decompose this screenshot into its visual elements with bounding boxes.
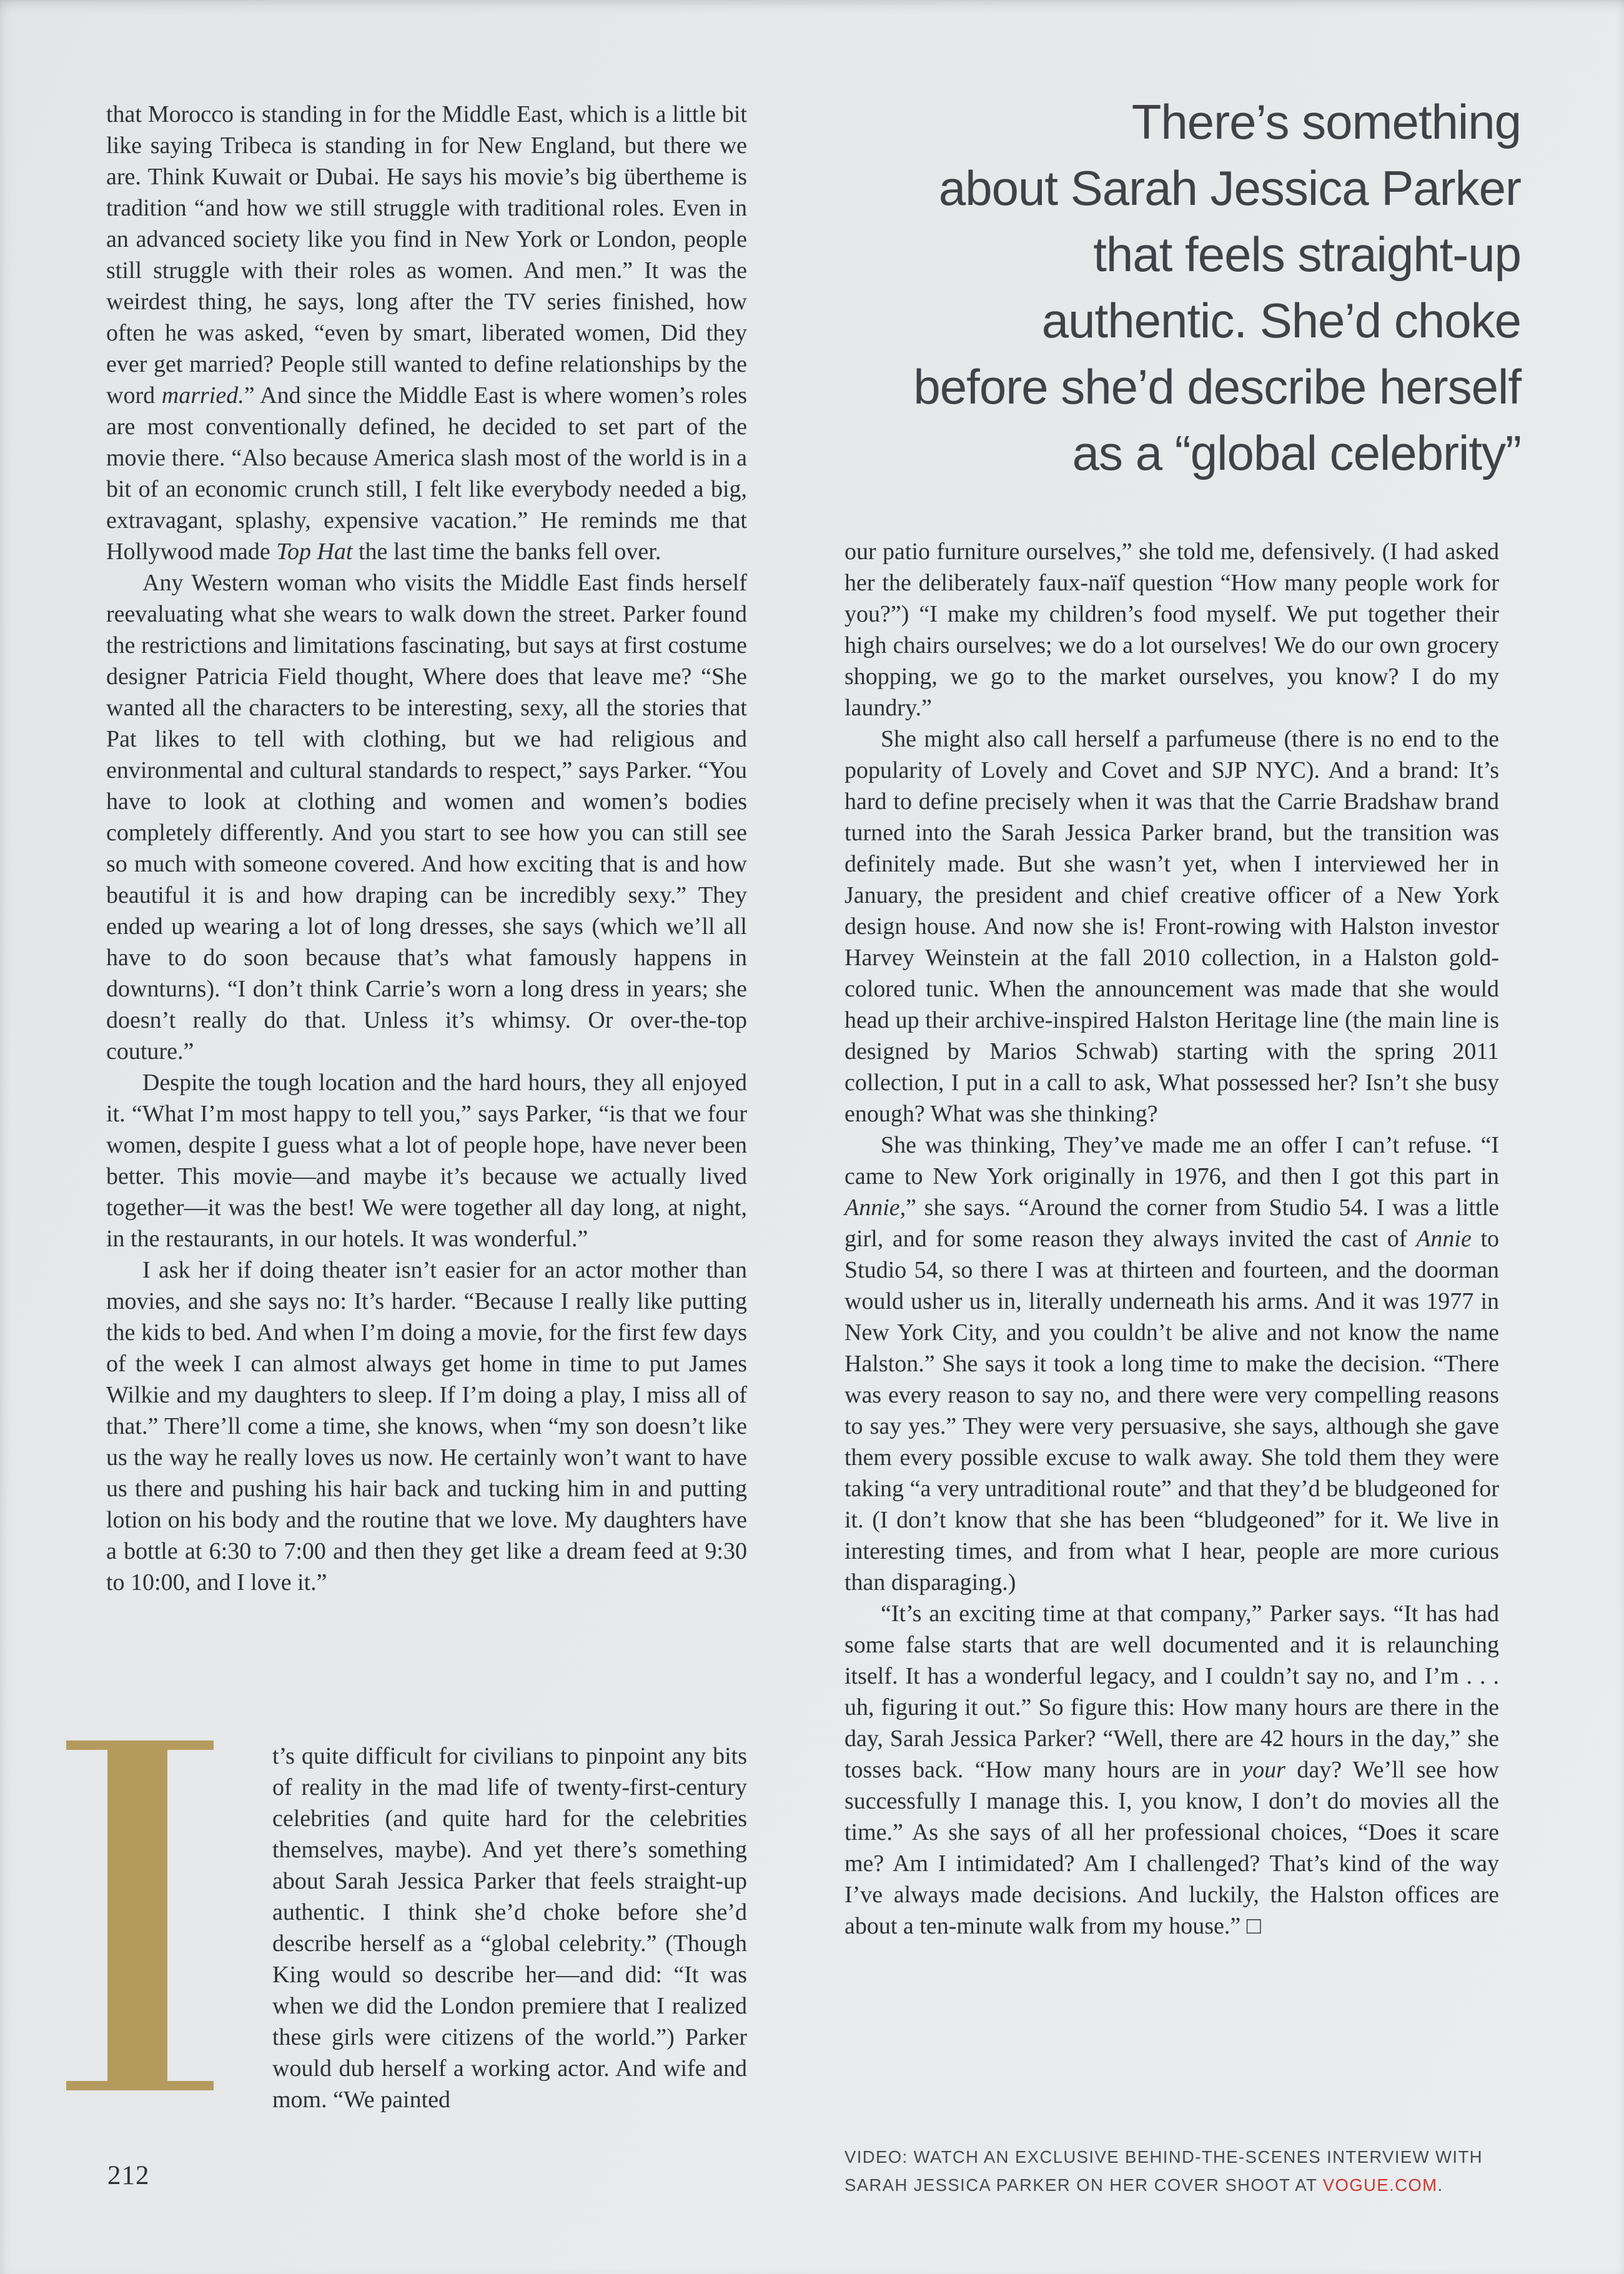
body-column-left (106, 99, 747, 1598)
drop-cap-text (272, 1743, 747, 2113)
pull-quote-line: There’s something (1131, 94, 1521, 149)
text-run: day? We’ll see how successfully I manage this. I, you know, I don’t do movies all the time.” As she says of all her professional choices, “Does it scare me? Am I intimidated? Am I challenged? That’s kind of the way I’ve always made decisions. And luckily, the Halston offices are about a ten-minute walk from my house.” □ (844, 1757, 1499, 1939)
pull-quote-line: as a “global celebrity” (1072, 425, 1521, 480)
page-number: 212 (107, 2161, 150, 2190)
pull-quote-line: before she’d describe herself (913, 359, 1521, 414)
paragraph (106, 1254, 747, 1598)
pull-quote-line: that feels straight-up (1093, 227, 1521, 282)
paragraph (844, 536, 1499, 723)
text-run: that Morocco is standing in for the Middle East, which is a little bit like saying Tribeca is standing in for New England, but there we are. Think Kuwait or Dubai. He says his movie’s big übertheme is tradition “and how we still struggle with traditional roles. Even in an advanced society like you find in New York or London, people still struggle with their roles as women. And men.” It was the weirdest thing, he says, long after the TV series finished, how often he was asked, “even by smart, liberated women, Did they ever get married? People still wanted to define relationships by the word (106, 101, 747, 409)
drop-cap-paragraph (65, 1740, 747, 2115)
footer-line-2-period: . (1437, 2175, 1443, 2195)
pull-quote-line: about Sarah Jessica Parker (938, 161, 1521, 216)
text-run: I ask her if doing theater isn’t easier for an actor mother than movies, and she says no: It’s harder. “Because I really like putting the kids to bed. And when I’m doing a movie, for the first few days of the week I can almost always get home in time to put James Wilkie and my daughters to sleep. If I’m doing a play, I miss all of that.” There’ll come a time, she knows, when “my son doesn’t like us the way he really loves us now. He certainly won’t want to have us there and pushing his hair back and tucking him in and putting lotion on his body and the routine that we love. My daughters have a bottle at 6:30 to 7:00 and then they get like a dream feed at 9:30 to 10:00, and I love it.” (106, 1257, 747, 1596)
text-run: ” And since the Middle East is where women’s roles are most conventionally defined, he decided to set part of the movie there. “Also because America slash most of the world is in a bit of an economic crunch still, I felt like everybody needed a big, extravagant, splashy, expensive vacation.” He reminds me that Hollywood made (106, 382, 747, 565)
paragraph (844, 723, 1499, 1130)
text-run: Any Western woman who visits the Middle East finds herself reevaluating what she wears to walk down the street. Parker found the restrictions and limitations fascinating, but says at first costume designer Patricia Field thought, Where does that leave me? “She wanted all the characters to be interesting, sexy, all the stories that Pat likes to tell with clothing, but we had religious and environmental and cultural standards to respect,” says Parker. “You have to look at clothing and women and women’s bodies completely differently. And you start to see how you can still see so much with someone covered. And how exciting that is and how beautiful it is and how draping can be incredibly sexy.” They ended up wearing a lot of long dresses, she says (which we’ll all have to do soon because that’s what famously happens in downturns). “I don’t think Carrie’s worn a long dress in years; she doesn’t really do that. Unless it’s whimsy. Or over-the-top couture.” (106, 570, 747, 1065)
italic-text: Annie, (844, 1194, 906, 1221)
drop-cap-bottom-serif (66, 2081, 214, 2090)
paragraph (106, 567, 747, 1067)
pull-quote (831, 89, 1521, 486)
italic-text: married. (161, 382, 244, 409)
italic-text: your (1242, 1757, 1285, 1783)
drop-cap-stem (107, 1740, 167, 2090)
text-run: Despite the tough location and the hard hours, they all enjoyed it. “What I’m most happy to tell you,” says Parker, “is that we four women, despite I guess what a lot of people hope, have never been better. This movie—and maybe it’s because we actually lived together—it was the best! We were together all day long, at night, in the restaurants, in our hotels. It was wonderful.” (106, 1070, 747, 1252)
italic-text: Top Hat (276, 539, 353, 565)
text-run: “It’s an exciting time at that company,” Parker says. “It has had some false starts that are well documented and it is relaunching itself. It has a wonderful legacy, and I couldn’t say no, and I’m . . . uh, figuring it out.” So figure this: How many hours are there in the day, Sarah Jessica Parker? “Well, there are 42 hours in the day,” she tosses back. “How many hours are in (844, 1601, 1499, 1783)
text-run: t’s quite difficult for civilians to pinpoint any bits of reality in the mad life of twenty-first-century celebrities (and quite hard for the celebrities themselves, maybe). And yet there’s something about Sarah Jessica Parker that feels straight-up authentic. I think she’d choke before she’d describe herself as a “global celebrity.” (Though King would so describe her—and did: “It was when we did the London premiere that I realized these girls were citizens of the world.”) Parker would dub herself a working actor. And wife and mom. “We painted (272, 1743, 747, 2113)
text-run: ” she says. “Around the corner from Studio 54. I was a little girl, and for some reason they always invited the cast of (844, 1194, 1499, 1252)
paragraph (106, 1067, 747, 1254)
footer-line-1: VIDEO: WATCH AN EXCLUSIVE BEHIND-THE-SCENES INTERVIEW WITH (844, 2147, 1483, 2167)
text-run: She might also call herself a parfumeuse (there is no end to the popularity of Lovely and Covet and SJP NYC). And a brand: It’s hard to define precisely when it was that the Carrie Bradshaw brand turned into the Sarah Jessica Parker brand, but the transition was definitely made. But she wasn’t yet, when I interviewed her in January, the president and chief creative officer of a New York design house. And now she is! Front-rowing with Halston investor Harvey Weinstein at the fall 2010 collection, in a Halston gold-colored tunic. When the announcement was made that she would head up their archive-inspired Halston Heritage line (the main line is designed by Marios Schwab) starting with the spring 2011 collection, I put in a call to ask, What possessed her? Isn’t she busy enough? What was she thinking? (844, 726, 1499, 1127)
footer-line-2-text: SARAH JESSICA PARKER ON HER COVER SHOOT AT (844, 2175, 1323, 2195)
text-run: the last time the banks fell over. (352, 539, 661, 565)
footer-note (844, 2143, 1582, 2199)
body-column-right (844, 536, 1499, 1942)
vogue-com-link: VOGUE.COM (1322, 2175, 1438, 2195)
text-run: to Studio 54, so there I was at thirteen and fourteen, and the doorman would usher us in, literally underneath his arms. And it was 1977 in New York City, and you couldn’t be alive and not know the name Halston.” She says it took a long time to make the decision. “There was every reason to say no, and there were very compelling reasons to say yes.” They were very persuasive, she says, although she gave them every possible excuse to walk away. She told them they were taking “a very untraditional route” and that they’d be bludgeoned for it. (I don’t know that she has been “bludgeoned” for it. We live in interesting times, and from what I hear, people are more curious than disparaging.) (844, 1226, 1499, 1596)
text-run: She was thinking, They’ve made me an offer I can’t refuse. “I came to New York originally in 1976, and then I got this part in (844, 1132, 1499, 1189)
paragraph (106, 99, 747, 567)
footer-line-2 (844, 2171, 1582, 2199)
text-run: our patio furniture ourselves,” she told me, defensively. (I had asked her the deliberately faux-naïf question “How many people work for you?”) “I make my children’s food myself. We put together their high chairs ourselves; we do a lot ourselves! We do our own grocery shopping, we go to the market ourselves, you know? I do my laundry.” (844, 539, 1499, 721)
paragraph (844, 1130, 1499, 1598)
drop-cap-letter-I (65, 1740, 272, 2090)
italic-text: Annie (1416, 1226, 1472, 1252)
paragraph (844, 1598, 1499, 1942)
pull-quote-line: authentic. She’d choke (1041, 293, 1521, 348)
